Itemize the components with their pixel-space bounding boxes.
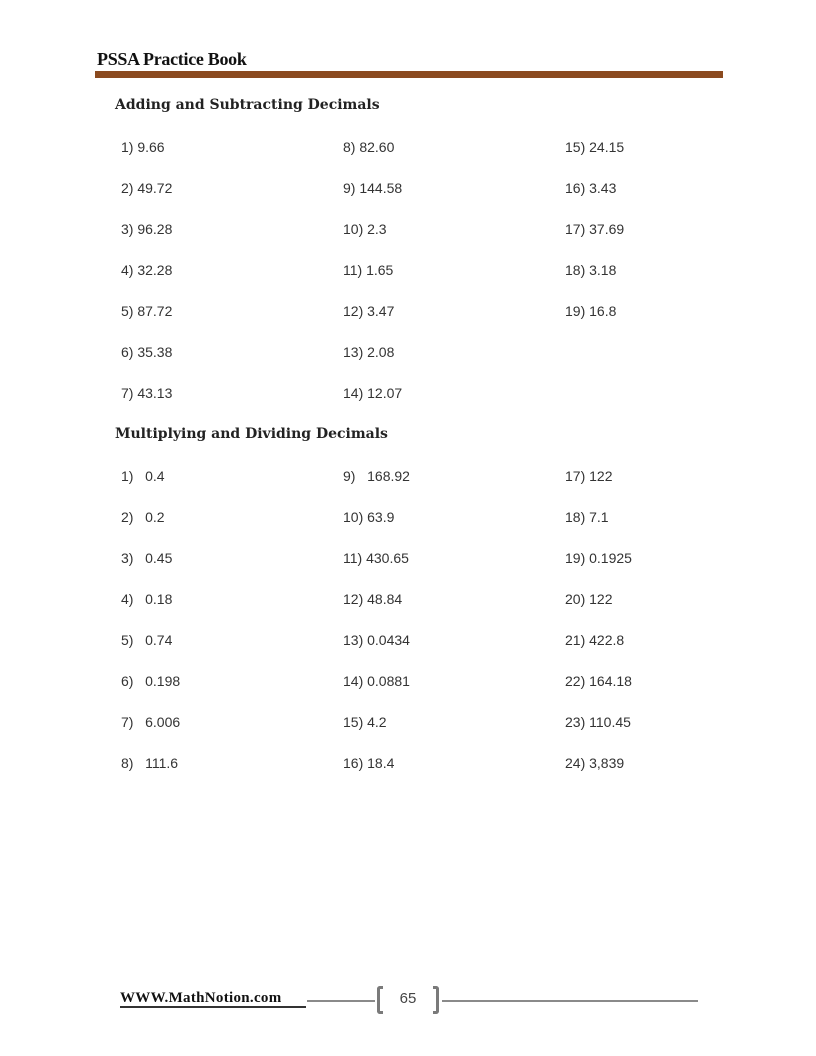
answer-item: 15) 4.2 <box>343 714 387 730</box>
answer-item: 6) 0.198 <box>121 673 181 689</box>
right-bracket-icon <box>433 986 439 1014</box>
answer-item: 11) 1.65 <box>343 262 394 278</box>
answer-item: 10) 63.9 <box>343 509 395 525</box>
answer-item: 2) 49.72 <box>121 180 173 196</box>
answer-item: 1) 0.4 <box>121 468 165 484</box>
answer-item: 19) 16.8 <box>565 303 617 319</box>
answer-item: 1) 9.66 <box>121 139 165 155</box>
answer-item: 11) 430.65 <box>343 550 409 566</box>
answer-item: 15) 24.15 <box>565 139 625 155</box>
footer-website-underline <box>120 1006 306 1008</box>
answer-item: 14) 12.07 <box>343 385 403 401</box>
answer-item: 16) 18.4 <box>343 755 395 771</box>
answer-item: 4) 32.28 <box>121 262 173 278</box>
answer-item: 13) 2.08 <box>343 344 395 360</box>
footer-rule-right <box>442 1000 698 1002</box>
answer-item: 7) 43.13 <box>121 385 173 401</box>
answer-item: 22) 164.18 <box>565 673 632 689</box>
answer-item: 10) 2.3 <box>343 221 387 237</box>
answer-item: 19) 0.1925 <box>565 550 632 566</box>
answer-item: 13) 0.0434 <box>343 632 410 648</box>
book-title: PSSA Practice Book <box>97 49 247 69</box>
answer-item: 23) 110.45 <box>565 714 631 730</box>
header-rule <box>95 71 723 78</box>
answer-item: 12) 48.84 <box>343 591 403 607</box>
answer-item: 24) 3,839 <box>565 755 625 771</box>
section-title: Multiplying and Dividing Decimals <box>115 426 388 442</box>
answer-item: 3) 96.28 <box>121 221 173 237</box>
answer-item: 6) 35.38 <box>121 344 173 360</box>
answer-item: 18) 3.18 <box>565 262 617 278</box>
answer-item: 7) 6.006 <box>121 714 181 730</box>
answer-item: 4) 0.18 <box>121 591 173 607</box>
answer-item: 16) 3.43 <box>565 180 617 196</box>
answer-item: 2) 0.2 <box>121 509 165 525</box>
section-title: Adding and Subtracting Decimals <box>115 97 380 113</box>
answer-item: 5) 87.72 <box>121 303 173 319</box>
footer-website: WWW.MathNotion.com <box>120 990 282 1006</box>
answer-item: 14) 0.0881 <box>343 673 410 689</box>
footer-rule-left <box>307 1000 375 1002</box>
answer-item: 21) 422.8 <box>565 632 625 648</box>
answer-item: 20) 122 <box>565 591 613 607</box>
answer-item: 12) 3.47 <box>343 303 395 319</box>
answer-item: 3) 0.45 <box>121 550 173 566</box>
left-bracket-icon <box>377 986 383 1014</box>
answer-item: 8) 82.60 <box>343 139 395 155</box>
answer-item: 8) 111.6 <box>121 755 179 771</box>
answer-item: 9) 144.58 <box>343 180 403 196</box>
page-number: 65 <box>399 990 417 1007</box>
answer-item: 17) 37.69 <box>565 221 625 237</box>
answer-item: 18) 7.1 <box>565 509 609 525</box>
answer-item: 5) 0.74 <box>121 632 173 648</box>
answer-item: 9) 168.92 <box>343 468 410 484</box>
answer-item: 17) 122 <box>565 468 613 484</box>
